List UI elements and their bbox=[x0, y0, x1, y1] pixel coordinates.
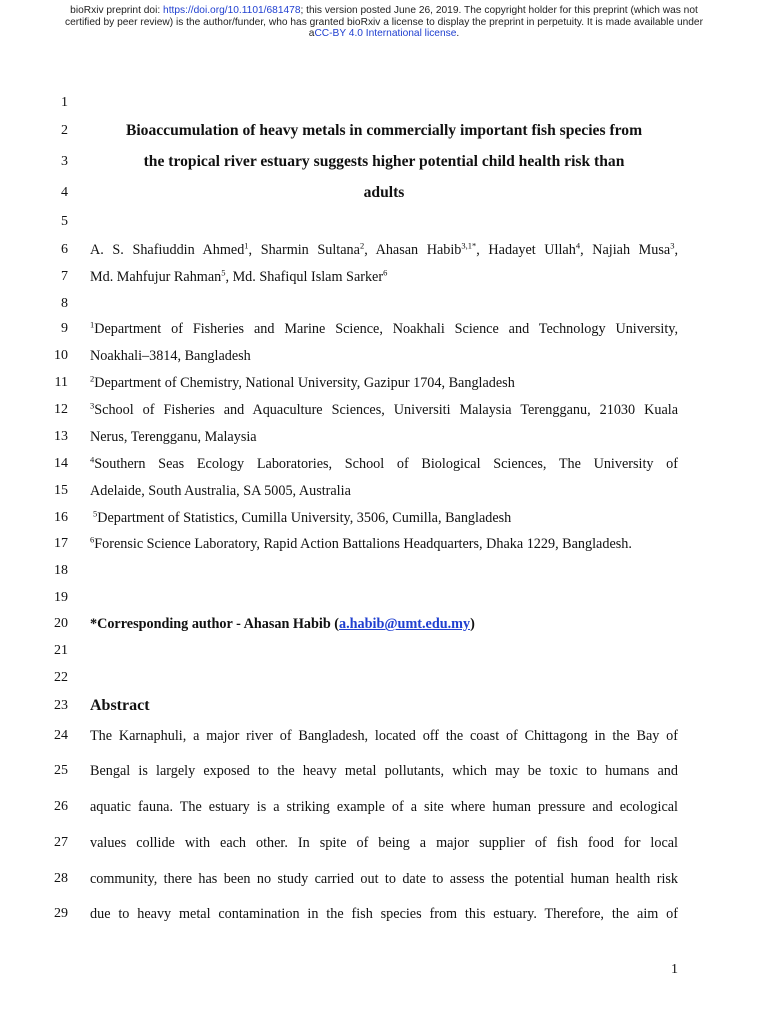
corresponding-email-link[interactable]: a.habib@umt.edu.my bbox=[339, 616, 471, 632]
author-sup: 2 bbox=[359, 242, 365, 251]
line-number: 14 bbox=[54, 456, 68, 471]
abstract-line: Bengal is largely exposed to the heavy metal pollutants, which may be toxic to humans and bbox=[90, 763, 678, 779]
authors-line-2 bbox=[90, 269, 678, 285]
author-name: , Sharmin Sultana bbox=[248, 242, 360, 258]
corresponding-close: ) bbox=[470, 616, 475, 632]
affiliation-sup: 2 bbox=[90, 373, 95, 384]
author-name: Md. Mahfujur Rahman bbox=[90, 269, 222, 285]
title-line-3: adults bbox=[363, 184, 405, 201]
abstract-line: The Karnaphuli, a major river of Bangladesh, located off the coast of Chittagong in the Bay of bbox=[90, 728, 678, 744]
line-number: 23 bbox=[54, 698, 68, 713]
author-sup: 4 bbox=[575, 242, 581, 251]
preprint-header bbox=[40, 5, 728, 40]
line-number: 19 bbox=[54, 590, 68, 605]
affiliation-2 bbox=[90, 375, 678, 391]
author-name: , Najiah Musa bbox=[580, 242, 671, 258]
line-number: 4 bbox=[61, 185, 68, 200]
line-number: 17 bbox=[54, 536, 68, 551]
line-number: 21 bbox=[54, 643, 68, 658]
affiliation-1-line-1 bbox=[90, 321, 678, 337]
author-name: , Hadayet Ullah bbox=[476, 242, 576, 258]
author-sup: 3,1* bbox=[461, 242, 477, 251]
author-name: , bbox=[674, 242, 678, 258]
affiliation-sup: 6 bbox=[90, 534, 95, 545]
abstract-line: due to heavy metal contamination in the fish species from this estuary. Therefore, the aim of bbox=[90, 906, 678, 922]
line-number: 2 bbox=[61, 123, 68, 138]
header-text: ; this version posted June 26, 2019. The copyright holder for this preprint (which was not bbox=[300, 5, 698, 16]
author-sup: 3 bbox=[670, 242, 675, 251]
line-number: 12 bbox=[54, 402, 68, 417]
line-number: 6 bbox=[61, 242, 68, 257]
line-number: 25 bbox=[54, 763, 68, 778]
title-line-1: Bioaccumulation of heavy metals in commercially important fish species from bbox=[125, 122, 643, 139]
affiliation-4-line-1 bbox=[90, 456, 678, 472]
affiliation-text: Southern Seas Ecology Laboratories, School of Biological Sciences, The University of bbox=[94, 456, 678, 472]
page-number: 1 bbox=[671, 962, 678, 977]
line-number: 20 bbox=[54, 616, 68, 631]
line-number: 28 bbox=[54, 871, 68, 886]
header-line-3 bbox=[40, 28, 728, 40]
line-number: 27 bbox=[54, 835, 68, 850]
line-number: 13 bbox=[54, 429, 68, 444]
line-number: 9 bbox=[61, 321, 68, 336]
author-sup: 1 bbox=[244, 242, 249, 251]
affiliation-1-line-2: Noakhali–3814, Bangladesh bbox=[90, 348, 251, 364]
header-line-2: certified by peer review) is the author/funder, who has granted bioRxiv a license to display the preprint in perpetuity. It is made available under bbox=[64, 16, 703, 28]
line-number: 29 bbox=[54, 906, 68, 921]
line-number: 5 bbox=[61, 214, 68, 229]
authors-line-1 bbox=[90, 242, 678, 258]
line-number: 1 bbox=[61, 95, 68, 110]
line-number: 22 bbox=[54, 670, 68, 685]
header-text: . bbox=[456, 28, 460, 39]
affiliation-5 bbox=[93, 510, 681, 526]
line-number: 11 bbox=[54, 375, 68, 390]
abstract-heading: Abstract bbox=[90, 697, 150, 714]
affiliation-text: Department of Fisheries and Marine Science, Noakhali Science and Technology University, bbox=[94, 321, 678, 337]
line-number: 26 bbox=[54, 799, 68, 814]
author-sup: 6 bbox=[383, 267, 388, 278]
corresponding-author bbox=[90, 616, 678, 632]
affiliation-text: School of Fisheries and Aquaculture Sciences, Universiti Malaysia Terengganu, 21030 Kuala bbox=[94, 402, 678, 418]
affiliation-sup: 1 bbox=[90, 321, 95, 330]
affiliation-3-line-2: Nerus, Terengganu, Malaysia bbox=[90, 429, 257, 445]
abstract-line: values collide with each other. In spite of being a major supplier of fish food for local bbox=[90, 835, 678, 851]
author-name: , Md. Shafiqul Islam Sarker bbox=[225, 269, 384, 285]
author-name: A. S. Shafiuddin Ahmed bbox=[90, 242, 245, 258]
header-text: bioRxiv preprint doi: bbox=[70, 5, 164, 16]
author-name: , Ahasan Habib bbox=[364, 242, 462, 258]
affiliation-4-line-2: Adelaide, South Australia, SA 5005, Australia bbox=[90, 483, 351, 499]
affiliation-3-line-1 bbox=[90, 402, 678, 418]
affiliation-6 bbox=[90, 536, 678, 552]
line-number: 7 bbox=[61, 269, 68, 284]
header-line-1 bbox=[40, 5, 728, 17]
corresponding-label: *Corresponding author - Ahasan Habib ( bbox=[90, 616, 340, 632]
affiliation-sup: 4 bbox=[90, 456, 95, 465]
affiliation-text: Department of Chemistry, National University, Gazipur 1704, Bangladesh bbox=[94, 375, 515, 391]
line-number: 10 bbox=[54, 348, 68, 363]
line-number: 24 bbox=[54, 728, 68, 743]
affiliation-sup: 5 bbox=[93, 508, 98, 519]
affiliation-text: Forensic Science Laboratory, Rapid Action Battalions Headquarters, Dhaka 1229, Bangladesh. bbox=[94, 536, 632, 552]
line-number: 18 bbox=[54, 563, 68, 578]
doi-link[interactable]: https://doi.org/10.1101/681478 bbox=[163, 5, 301, 16]
title-line-2: the tropical river estuary suggests higher potential child health risk than bbox=[143, 153, 625, 170]
line-number: 16 bbox=[54, 510, 68, 525]
line-number: 15 bbox=[54, 483, 68, 498]
affiliation-text: Department of Statistics, Cumilla University, 3506, Cumilla, Bangladesh bbox=[97, 510, 512, 526]
abstract-line: community, there has been no study carried out to date to assess the potential human health risk bbox=[90, 871, 678, 887]
author-sup: 5 bbox=[221, 267, 226, 278]
abstract-line: aquatic fauna. The estuary is a striking example of a site where human pressure and ecological bbox=[90, 799, 678, 815]
line-number: 3 bbox=[61, 154, 68, 169]
header-text: a bbox=[308, 28, 315, 39]
license-link[interactable]: CC-BY 4.0 International license bbox=[314, 28, 457, 39]
affiliation-sup: 3 bbox=[90, 402, 95, 411]
line-number: 8 bbox=[61, 296, 68, 311]
